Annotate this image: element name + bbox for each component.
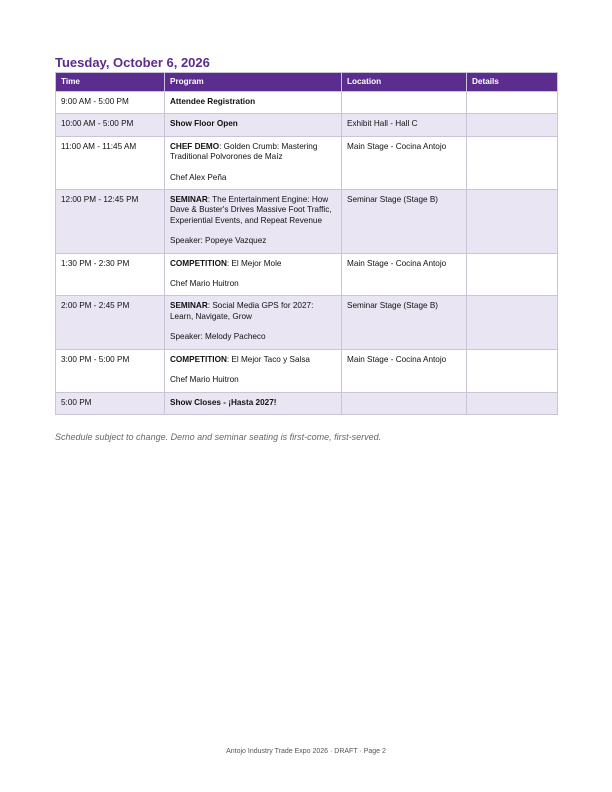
program-presenter: Speaker: Melody Pacheco: [170, 332, 266, 342]
cell-details: [467, 92, 558, 114]
program-type: COMPETITION: [170, 354, 227, 364]
cell-program: [165, 349, 342, 392]
program-title: [170, 142, 336, 163]
program-type: SEMINAR: [170, 195, 208, 205]
program-presenter: Chef Alex Peña: [170, 172, 227, 182]
table-row: [56, 92, 558, 114]
program-name: Attendee Registration: [170, 97, 256, 106]
cell-program: [165, 190, 342, 254]
cell-details: [467, 136, 558, 189]
cell-time: 9:00 AM - 5:00 PM: [56, 92, 165, 114]
table-row: [56, 190, 558, 254]
program-presenter: Chef Mario Huitron: [170, 279, 239, 289]
program-name: : El Mejor Mole: [226, 258, 282, 268]
cell-time: 2:00 PM - 2:45 PM: [56, 296, 165, 349]
page-title: Tuesday, October 6, 2026: [55, 55, 210, 70]
cell-time: 10:00 AM - 5:00 PM: [56, 114, 165, 136]
program-name: : The Entertainment Engine: How Dave & Buster's Drives Massive Foot Traffic, Experiential Events, and Repeat Revenue: [170, 195, 332, 225]
table-row: [56, 136, 558, 189]
cell-location: [342, 392, 467, 414]
cell-details: [467, 296, 558, 349]
cell-location: Main Stage - Cocina Antojo: [342, 253, 467, 296]
cell-location: [342, 92, 467, 114]
program-presenter: Chef Mario Huitron: [170, 375, 239, 385]
table-header-row: [56, 73, 558, 92]
cell-time: 12:00 PM - 12:45 PM: [56, 190, 165, 254]
program-title: [170, 119, 336, 129]
program-name: Show Closes - ¡Hasta 2027!: [170, 397, 277, 407]
program-name: Show Floor Open: [170, 119, 238, 129]
cell-time: 11:00 AM - 11:45 AM: [56, 136, 165, 189]
table-row: [56, 392, 558, 414]
column-header-details: Details: [467, 73, 558, 92]
program-title: [170, 97, 336, 107]
column-header-time: Time: [56, 73, 165, 92]
cell-location: Exhibit Hall - Hall C: [342, 114, 467, 136]
cell-program: [165, 392, 342, 414]
program-presenter: Speaker: Popeye Vazquez: [170, 236, 267, 246]
cell-details: [467, 190, 558, 254]
program-title: [170, 355, 336, 365]
program-type: CHEF DEMO: [170, 141, 220, 151]
cell-time: 3:00 PM - 5:00 PM: [56, 349, 165, 392]
cell-location: Seminar Stage (Stage B): [342, 296, 467, 349]
program-type: SEMINAR: [170, 301, 208, 311]
cell-details: [467, 253, 558, 296]
program-name: : Golden Crumb: Mastering Traditional Polvorones de Maíz: [170, 141, 318, 162]
program-type: COMPETITION: [170, 258, 227, 268]
cell-program: [165, 136, 342, 189]
program-title: [170, 398, 336, 408]
cell-location: Seminar Stage (Stage B): [342, 190, 467, 254]
cell-program: [165, 296, 342, 349]
page-footer: Antojo Industry Trade Expo 2026 · DRAFT · Page 2: [226, 748, 386, 755]
program-name: : El Mejor Taco y Salsa: [226, 354, 310, 364]
schedule-table: [55, 72, 558, 415]
cell-location: Main Stage - Cocina Antojo: [342, 136, 467, 189]
cell-program: [165, 253, 342, 296]
program-title: [170, 301, 336, 322]
cell-program: [165, 92, 342, 114]
table-row: [56, 349, 558, 392]
program-name: : Social Media GPS for 2027: Learn, Navigate, Grow: [170, 301, 314, 321]
column-header-location: Location: [342, 73, 467, 92]
table-row: [56, 114, 558, 136]
program-title: [170, 195, 336, 226]
table-row: [56, 296, 558, 349]
cell-time: 1:30 PM - 2:30 PM: [56, 253, 165, 296]
cell-details: [467, 392, 558, 414]
schedule-note: Schedule subject to change. Demo and seminar seating is first-come, first-served.: [55, 432, 382, 442]
cell-details: [467, 349, 558, 392]
column-header-program: Program: [165, 73, 342, 92]
cell-time: 5:00 PM: [56, 392, 165, 414]
program-title: [170, 259, 336, 269]
table-row: [56, 253, 558, 296]
cell-location: Main Stage - Cocina Antojo: [342, 349, 467, 392]
cell-details: [467, 114, 558, 136]
cell-program: [165, 114, 342, 136]
